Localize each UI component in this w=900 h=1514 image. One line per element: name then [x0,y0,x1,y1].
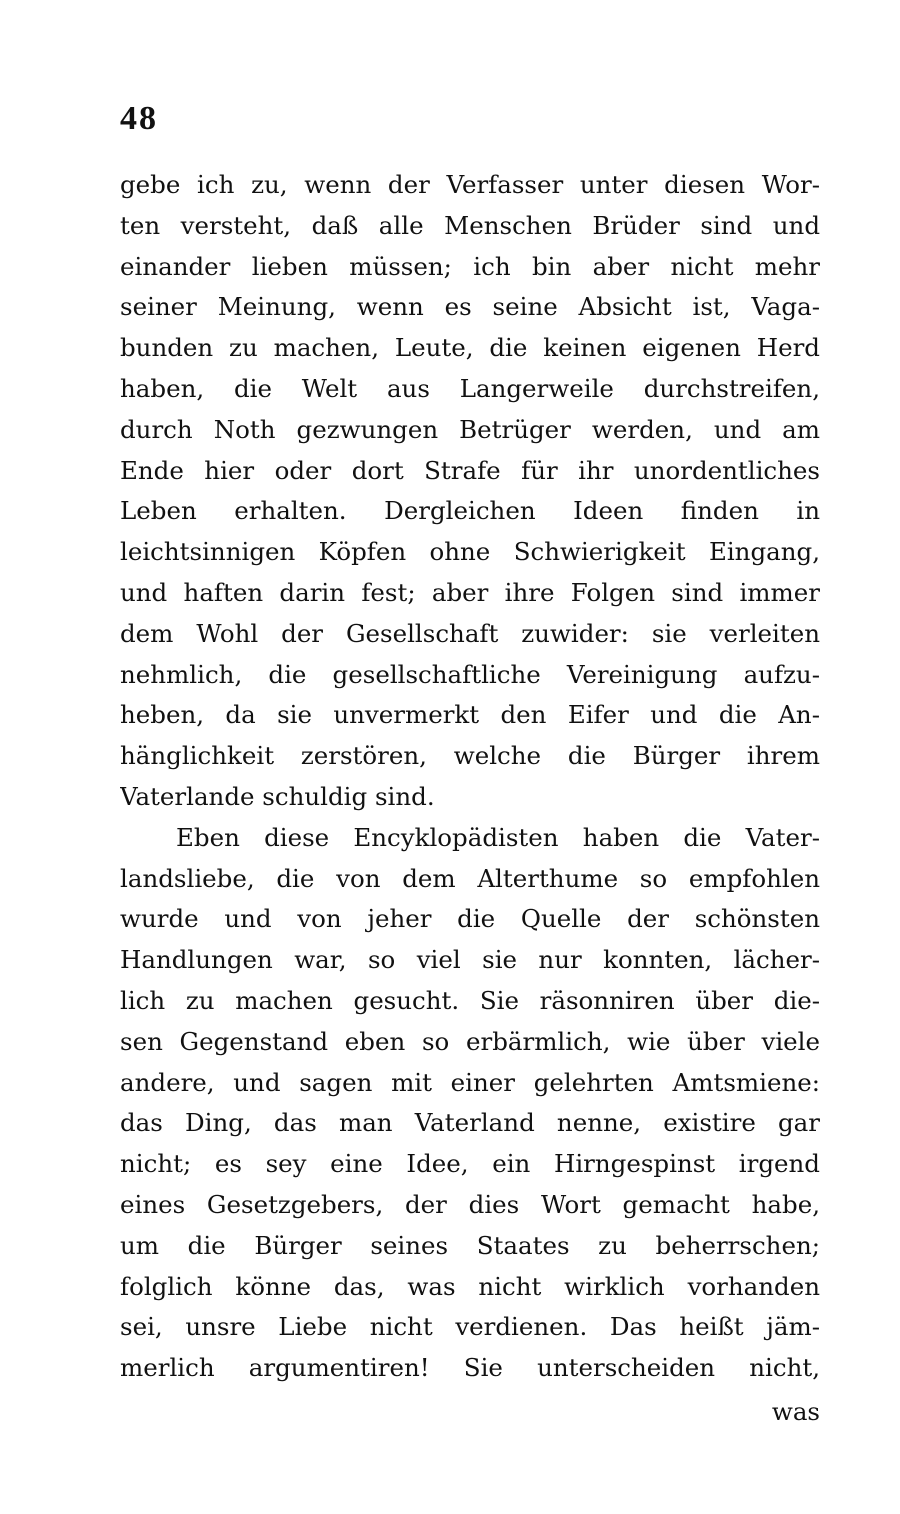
text-line: Ende hier oder dort Strafe für ihr unordentliches [120,455,820,485]
text-line: merlich argumentiren! Sie unterscheiden nicht, [120,1353,820,1383]
text-line: wurde und von jeher die Quelle der schönsten [120,904,820,934]
text-line: hänglichkeit zerstören, welche die Bürger ihrem [120,741,820,771]
text-line: dem Wohl der Gesellschaft zuwider: sie verleiten [120,618,820,648]
body-text [120,165,820,1389]
text-line: haben, die Welt aus Langerweile durchstreifen, [120,373,820,403]
text-line: und haften darin fest; aber ihre Folgen sind immer [120,577,820,607]
text-line: nicht; es sey eine Idee, ein Hirngespinst irgend [120,1149,820,1179]
paragraph-end-line: Vaterlande schuldig sind. [120,781,435,811]
text-line: sen Gegenstand eben so erbärmlich, wie über viele [120,1026,820,1056]
text-line: seiner Meinung, wenn es seine Absicht ist, Vaga- [120,292,820,322]
text-line: lich zu machen gesucht. Sie räsonniren über die- [120,985,820,1015]
page-number: 48 [120,100,158,137]
catchword: was [771,1397,820,1426]
paragraph-start-line: Eben diese Encyklopädisten haben die Vater- [176,822,820,852]
text-line: folglich könne das, was nicht wirklich vorhanden [120,1271,820,1301]
text-line: heben, da sie unvermerkt den Eifer und die An- [120,700,820,730]
text-line: gebe ich zu, wenn der Verfasser unter diesen Wor- [120,170,820,199]
text-line: sei, unsre Liebe nicht verdienen. Das heißt jäm- [120,1312,820,1342]
text-line: ten versteht, daß alle Menschen Brüder sind und [120,210,820,240]
text-line: Leben erhalten. Dergleichen Ideen finden in [120,496,820,526]
text-line: Handlungen war, so viel sie nur konnten, lächer- [120,945,820,975]
text-line: nehmlich, die gesellschaftliche Vereinigung aufzu- [120,659,820,689]
text-line: bunden zu machen, Leute, die keinen eigenen Herd [120,333,820,363]
text-line: durch Noth gezwungen Betrüger werden, und am [120,414,820,444]
text-line: einander lieben müssen; ich bin aber nicht mehr [120,251,820,281]
text-line: das Ding, das man Vaterland nenne, existire gar [120,1108,820,1138]
text-line: um die Bürger seines Staates zu beherrschen; [120,1230,820,1260]
text-line: eines Gesetzgebers, der dies Wort gemacht habe, [120,1189,820,1219]
text-line: andere, und sagen mit einer gelehrten Amtsmiene: [120,1067,820,1097]
text-line: leichtsinnigen Köpfen ohne Schwierigkeit Eingang, [120,537,820,567]
text-line: landsliebe, die von dem Alterthume so empfohlen [120,863,820,893]
